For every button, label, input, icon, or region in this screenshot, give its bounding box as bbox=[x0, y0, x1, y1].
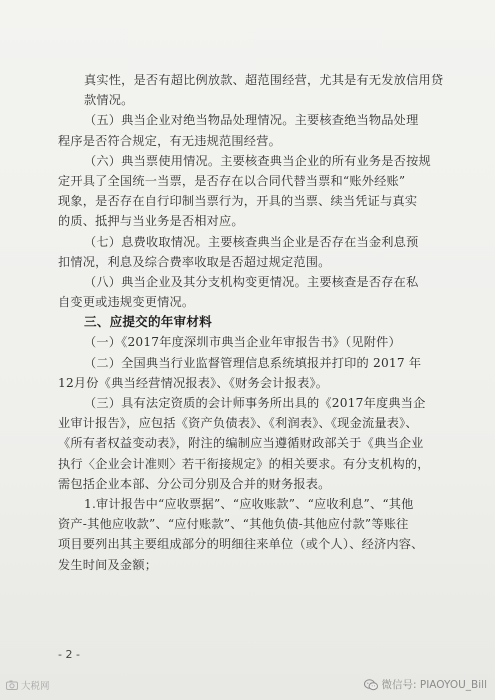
text-line: 项目要列出其主要组成部分的明细往来单位（或个人）、经济内容、 bbox=[58, 537, 424, 552]
document-body bbox=[58, 70, 458, 575]
text-line: 发生时间及金额； bbox=[58, 557, 158, 572]
section-heading: 三、应提交的年审材料 bbox=[84, 314, 212, 330]
text-line: 需包括企业本部、分公司分别及合并的财务报表。 bbox=[58, 476, 331, 491]
text-line: 自变更或违规变更情况。 bbox=[58, 295, 195, 310]
text-line: （五）典当企业对绝当物品处理情况。主要核查绝当物品处理 bbox=[84, 113, 419, 128]
text-line: 扣情况，利息及综合费率收取是否超过规定范围。 bbox=[58, 254, 331, 269]
watermark-right-text: 微信号: PIAOYOU_Bill bbox=[381, 679, 487, 691]
text-line: （一）《2017年度深圳市典当企业年审报告书》（见附件） bbox=[84, 335, 401, 350]
text-line: 12月份《典当经营情况报表》、《财务会计报表》。 bbox=[58, 375, 329, 390]
text-line: （六）典当票使用情况。主要核查典当企业的所有业务是否按规 bbox=[84, 153, 431, 168]
text-line: 款情况。 bbox=[84, 93, 134, 108]
text-line: 《所有者权益变动表》，附注的编制应当遵循财政部关于《典当企业 bbox=[58, 436, 424, 451]
text-line: （七）息费收取情况。主要核查典当企业是否存在当金利息预 bbox=[84, 234, 419, 249]
text-line: 的质、抵押与当业务是否相对应。 bbox=[58, 214, 244, 229]
text-line: 现象，是否存在自行印制当票行为，开具的当票、续当凭证与真实 bbox=[58, 194, 418, 209]
text-line: 资产-其他应收款”、“应付账款”、“其他负债-其他应付款”等账往 bbox=[58, 517, 409, 532]
camera-icon bbox=[6, 680, 18, 690]
text-line: 1.审计报告中“应收票据”、“应收账款”、“应收利息”、“其他 bbox=[84, 496, 414, 511]
text-line: （二）全国典当行业监督管理信息系统填报并打印的 2017 年 bbox=[84, 355, 422, 370]
text-line: 真实性，是否有超比例放款、超范围经营，尤其是有无发放信用贷 bbox=[84, 73, 444, 87]
watermark-left bbox=[6, 678, 50, 692]
watermark-right bbox=[364, 677, 488, 692]
text-line: 执行〈企业会计准则〉若干衔接规定》的相关要求。有分支机构的， bbox=[58, 456, 430, 471]
text-line: （三）具有法定资质的会计师事务所出具的《2017年度典当企 bbox=[84, 396, 426, 410]
watermark-left-text: 大税网 bbox=[21, 681, 50, 692]
wechat-icon bbox=[364, 679, 378, 691]
text-line: （八）典当企业及其分支机构变更情况。主要核查是否存在私 bbox=[84, 274, 419, 289]
text-line: 业审计报告》，应包括《资产负债表》、《利润表》、《现金流量表》、 bbox=[58, 416, 418, 431]
text-line: 定开具了全国统一当票，是否存在以合同代替当票和“账外经账” bbox=[58, 173, 406, 188]
text-line: 程序是否符合规定，有无违规范围经营。 bbox=[58, 133, 281, 148]
page-number: - 2 - bbox=[58, 648, 80, 661]
